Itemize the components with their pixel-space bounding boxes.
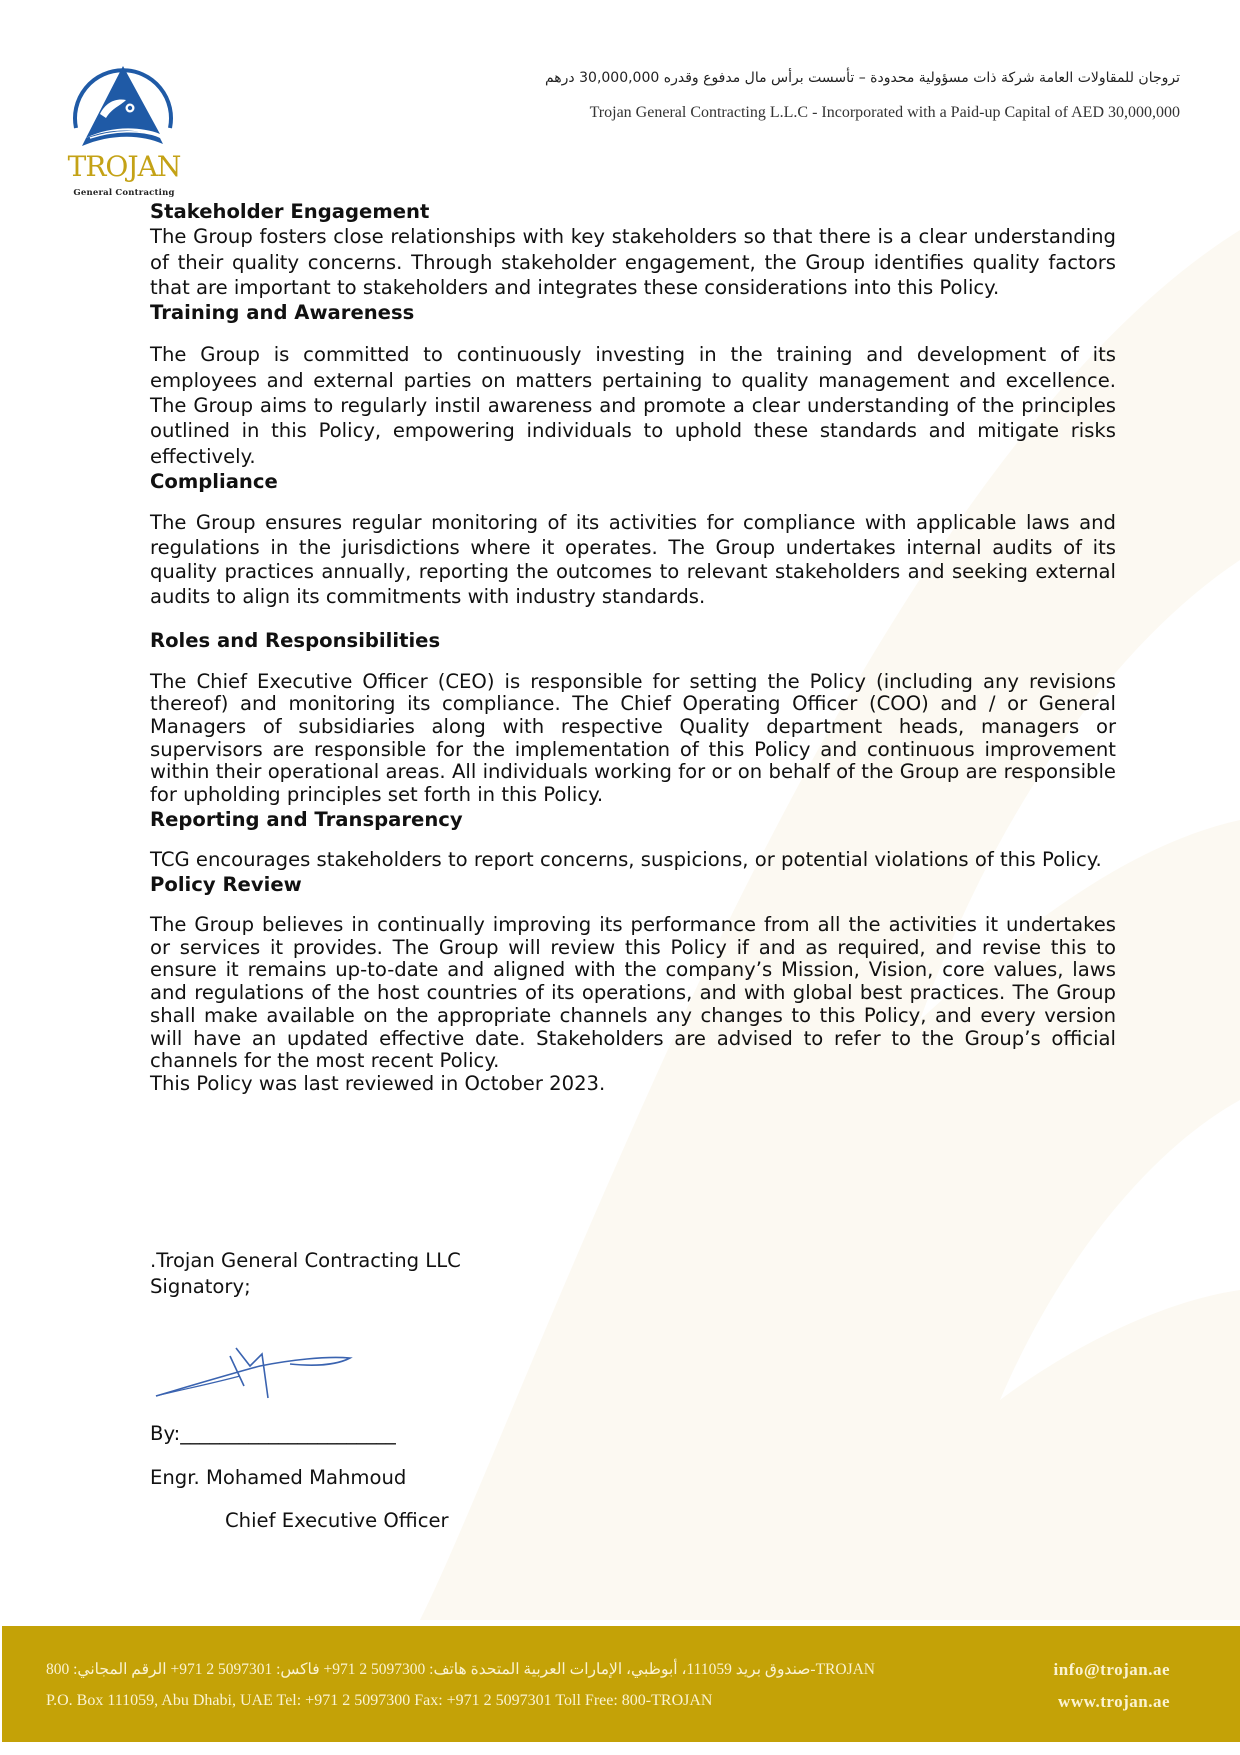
section-body: TCG encourages stakeholders to report concerns, suspicions, or potential violations of this Policy. (150, 848, 1102, 872)
signatory-name: Engr. Mohamed Mahmoud (150, 1466, 407, 1489)
by-signature-line: By:______________________ (150, 1422, 396, 1445)
signatory-block (150, 1248, 461, 1300)
section-body: The Group fosters close relationships with key stakeholders so that there is a clear understanding of their quality concerns. Through stakeholder engagement, the Group identifies quality factors that are important to stakeholders and integrates these considerations into this Policy. (150, 225, 1116, 299)
section-heading: Training and Awareness (150, 301, 415, 325)
policy-content (150, 199, 1116, 1096)
section-body: The Chief Executive Officer (CEO) is responsible for setting the Policy (including any revisions thereof) and monitoring its compliance. The Chief Operating Officer (COO) and / or General Managers of subsidiaries along with respective Quality department heads, managers or supervisors are responsible for the implementation of this Policy and continuous improvement within their operational areas. All individuals working for or on behalf of the Group are responsible for upholding principles set forth in this Policy. (150, 669, 1116, 807)
section-heading: Policy Review (150, 872, 302, 896)
footer-english-contact: P.O. Box 111059, Abu Dhabi, UAE Tel: +971 2 5097300 Fax: +971 2 5097301 Toll Free: 800-TROJAN (46, 1692, 713, 1709)
section-heading: Roles and Responsibilities (150, 629, 441, 653)
signatory-title: Chief Executive Officer (225, 1509, 449, 1532)
section-reporting-transparency (150, 807, 1116, 872)
handwritten-signature-icon (150, 1336, 360, 1406)
section-stakeholder-engagement (150, 199, 1116, 300)
signatory-label: Signatory; (150, 1275, 251, 1298)
section-body: The Group is committed to continuously investing in the training and development of its employees and external parties on matters pertaining to quality management and excellence. The Group aims to regularly instil awareness and promote a clear understanding of the principles outlined in this Policy, empowering individuals to uphold these standards and mitigate risks effectively. (150, 343, 1116, 468)
letterhead-english-line: Trojan General Contracting L.L.C - Incorporated with a Paid-up Capital of AED 30,000,000 (589, 104, 1180, 121)
logo-subtitle: General Contracting (73, 188, 175, 198)
section-heading: Stakeholder Engagement (150, 200, 430, 223)
section-body: The Group believes in continually improving its performance from all the activities it undertakes or services it provides. The Group will review this Policy if and as required, and revise this to ensure it remains up-to-date and aligned with the company’s Mission, Vision, core values, laws and regulations of the host countries of its operations, and with global best practices. The Group shall make available on the appropriate channels any changes to this Policy, and every version will have an updated effective date. Stakeholders are advised to refer to the Group’s official channels for the most recent Policy. (150, 913, 1116, 1073)
section-compliance (150, 469, 1116, 628)
section-body: The Group ensures regular monitoring of its activities for compliance with applicable laws and regulations in the jurisdictions where it operates. The Group undertakes internal audits of its quality practices annually, reporting the outcomes to relevant stakeholders and seeking external audits to align its commitments with industry standards. (150, 511, 1116, 608)
footer-email-link[interactable]: info@trojan.ae (1053, 1660, 1170, 1679)
last-reviewed-note: This Policy was last reviewed in October 2023. (150, 1072, 606, 1095)
section-heading: Compliance (150, 469, 278, 493)
section-policy-review (150, 872, 1116, 1096)
footer-arabic-contact: صندوق بريد 111059، أبوظبي، الإمارات العربية المتحدة هاتف: 5097300 2 971+ فاكس: 5097301 2 971+ الرقم المجاني: 800-TROJAN (46, 1661, 876, 1678)
footer-website-link[interactable]: www.trojan.ae (1058, 1692, 1170, 1711)
letterhead-arabic-line: تروجان للمقاولات العامة شركة ذات مسؤولية محدودة – تأسست برأس مال مدفوع وقدره 30,000,000 درهم (544, 70, 1180, 86)
signatory-company: .Trojan General Contracting LLC (150, 1249, 461, 1272)
section-roles-responsibilities (150, 628, 1116, 807)
letterhead-footer (2, 1626, 1240, 1742)
logo-wordmark: TROJAN (67, 150, 181, 183)
section-training-awareness (150, 300, 1116, 469)
section-heading: Reporting and Transparency (150, 807, 463, 831)
